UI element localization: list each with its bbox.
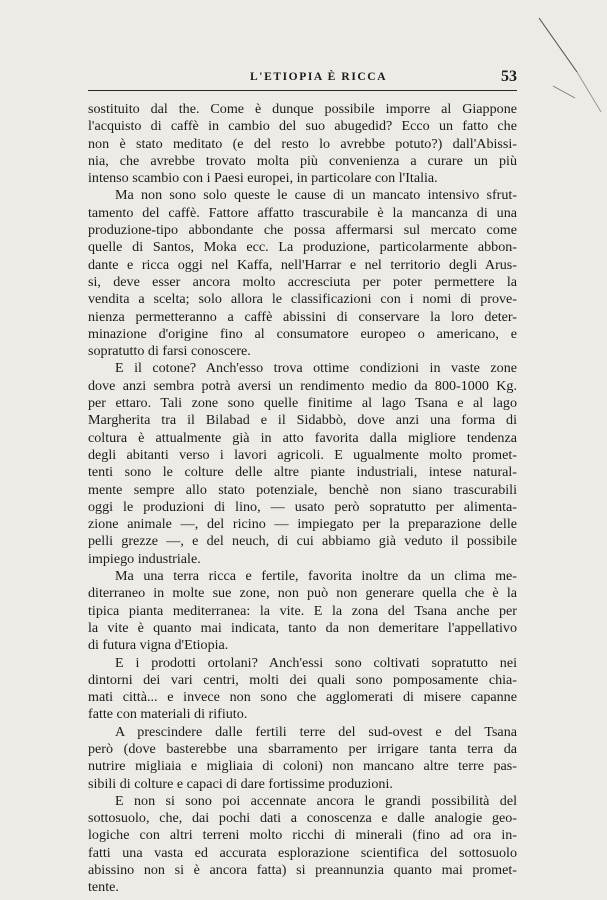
text-line: tipica pianta mediterranea: la vite. E la zona del Tsana anche per <box>88 602 517 619</box>
scan-line-mark-faint <box>577 72 601 112</box>
text-line: vendita a scelta; solo allora le classificazioni con i nomi di prove- <box>88 291 517 308</box>
text-line: logiche con altri terreni molto ricchi di minerali (fino ad ora in- <box>88 827 517 844</box>
text-line: produzione-tipo abbondante che possa affermarsi sul mercato come <box>88 222 517 239</box>
paragraph <box>88 793 517 897</box>
text-line: sottosuolo, che, dai pochi dati a conoscenza e dalle analogie geo- <box>88 810 517 827</box>
text-line: abissino non si è ancora fatta) si preannunzia quanto mai promet- <box>88 862 517 879</box>
text-line: mente sempre allo stato potenziale, benchè non siano trascurabili <box>88 481 517 498</box>
running-title: L'ETIOPIA È RICCA <box>250 71 388 83</box>
text-line: degli abitanti verso i lavori agricoli. E ugualmente molto promet- <box>88 446 517 463</box>
paragraph <box>88 101 517 187</box>
text-line: fatti una vasta ed accurata esplorazione scientifica del sottosuolo <box>88 844 517 861</box>
text-line: mati città... e invece non sono che agglomerati di misere capanne <box>88 689 517 706</box>
text-line: E i prodotti ortolani? Anch'essi sono coltivati sopratutto nei <box>115 654 517 671</box>
text-line: sopratutto di farsi conoscere. <box>88 343 251 360</box>
header-rule <box>88 90 517 91</box>
paragraph <box>88 655 517 724</box>
text-line: dove anzi sembra potrà aversi un rendimento medio da 800-1000 Kg. <box>88 377 517 394</box>
text-line: Ma non sono solo queste le cause di un mancato intensivo sfrut- <box>115 187 517 204</box>
page-number: 53 <box>501 68 517 85</box>
text-line: pelli grezze —, e del neuch, di cui abbiamo già veduto il possibile <box>88 533 517 550</box>
text-line: nia, che avrebbe trovato molta più convenienza a curare un più <box>88 152 517 169</box>
text-line: di futura vigna d'Etiopia. <box>88 637 229 654</box>
text-line: tenti sono le colture delle altre piante industriali, intese natural- <box>88 464 517 481</box>
scan-edge-marks <box>517 0 607 120</box>
text-line: non è stato meditato (e del resto lo avrebbe potuto?) dall'Abissi- <box>88 135 517 152</box>
body-text <box>88 101 517 897</box>
text-line: per ettaro. Tali zone sono quelle finitime al lago Tsana e al lago <box>88 395 517 412</box>
text-line: tamento del caffè. Fattore affatto trascurabile è la mancanza di una <box>88 204 517 221</box>
text-line: però (dove basterebbe una sbarramento per irrigare tanta terra da <box>88 740 517 757</box>
text-line: minazione d'origine fino al consumatore europeo o americano, e <box>88 325 517 342</box>
text-line: la vite è quanto mai indicata, tanto da non demeritare l'appellativo <box>88 619 517 636</box>
text-line: quelle di Santos, Moka ecc. La produzione, particolarmente abbon- <box>88 239 517 256</box>
text-line: oggi le produzioni di lino, — usato però sopratutto per alimenta- <box>88 498 517 515</box>
text-line: sostituito dal the. Come è dunque possibile imporre al Giappone <box>88 101 517 117</box>
text-line: coltura è attualmente già in atto favorita dalla migliore tendenza <box>88 429 517 446</box>
text-line: sibili di colture e capaci di dare fortissime produzioni. <box>88 775 393 792</box>
paragraph <box>88 568 517 654</box>
text-line: zione animale —, del ricino — impiegato per la preparazione delle <box>88 516 517 533</box>
paragraph <box>88 360 517 568</box>
text-line: A prescindere dalle fertili terre del sud-ovest e del Tsana <box>115 723 517 740</box>
text-line: nutrire migliaia e migliaia di coloni) non mancano altre terre pas- <box>88 758 517 775</box>
text-line: tente. <box>88 879 119 896</box>
text-line: dintorni dei vari centri, molti dei quali sono pomposamente chia- <box>88 671 517 688</box>
paragraph <box>88 187 517 360</box>
text-line: diterraneo in molte sue zone, non può non generare quella che è la <box>88 585 517 602</box>
scan-line-mark-small <box>553 86 575 98</box>
text-line: fatte con materiali di rifiuto. <box>88 706 248 723</box>
text-line: si, deve esser ancora molto accresciuta per poter permettere la <box>88 273 517 290</box>
text-line: nienza permetteranno a caffè abissini di conservare la loro deter- <box>88 308 517 325</box>
paragraph <box>88 724 517 793</box>
text-line: l'acquisto di caffè in cambio del suo abugedid? Ecco un fatto che <box>88 118 517 135</box>
text-line: Margherita tra il Bilabad e il Sidabbò, dove anzi una forma di <box>88 412 517 429</box>
scan-line-mark <box>539 18 577 72</box>
text-line: E il cotone? Anch'esso trova ottime condizioni in vaste zone <box>115 360 517 377</box>
page-header <box>88 68 517 92</box>
text-line: intenso scambio con i Paesi europei, in particolare con l'Italia. <box>88 170 438 187</box>
text-line: Ma una terra ricca e fertile, favorita inoltre da un clima me- <box>115 568 517 585</box>
text-line: impiego industriale. <box>88 550 201 567</box>
text-line: E non si sono poi accennate ancora le grandi possibilità del <box>115 792 517 809</box>
text-line: dante e ricca oggi nel Kaffa, nell'Harrar e nel territorio degli Arus- <box>88 256 517 273</box>
